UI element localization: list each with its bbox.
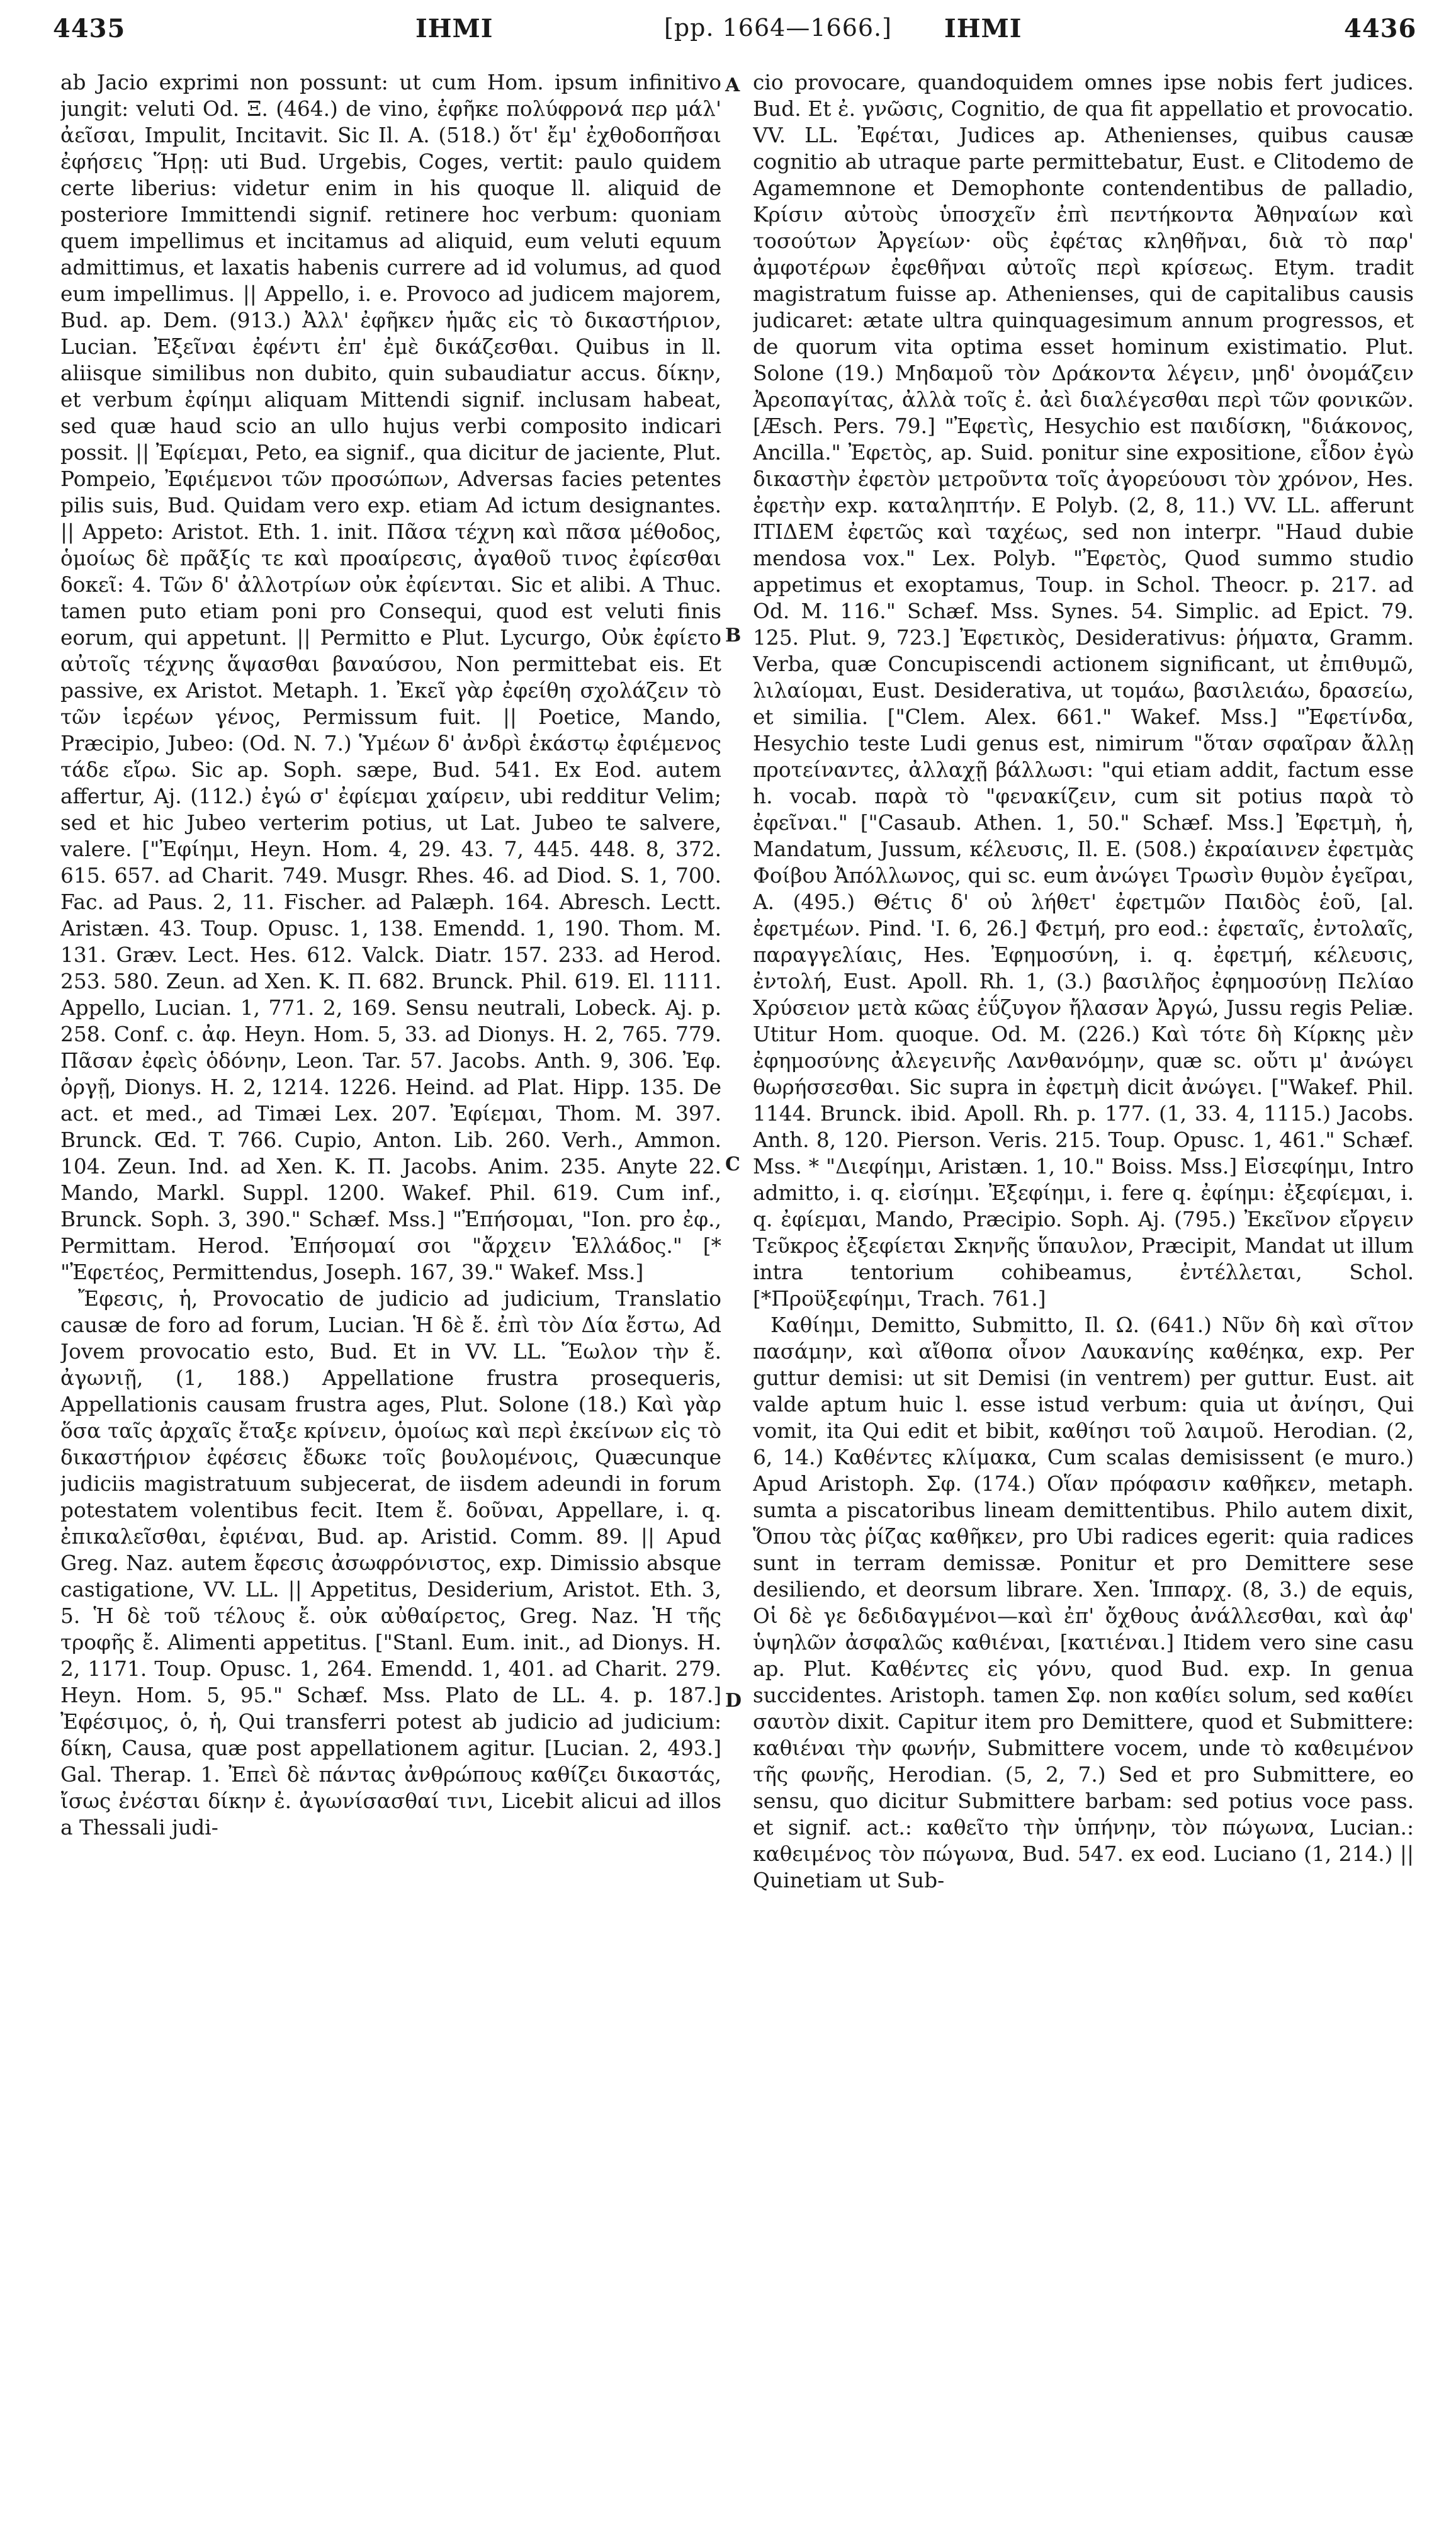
right-running-headword: ΙΗΜΙ (944, 14, 1022, 43)
left-column-paragraph: ab Jacio exprimi non possunt: ut cum Hom. ipsum infinitivo jungit: veluti Od. Ξ. (464.) de vino, ἐφῆκε πολύφρονά περ μάλ' ἀεῖσαι, Impulit, Incitavit. Sic Il. A. (518.) ὅτ' ἔμ' ἐχθοδοπῆσαι ἐφήσεις Ἥρῃ: uti Bud. Urgebis, Coges, vertit: paulo quidem certe liberius: videtur enim in his quoque ll. aliquid de posteriore Immittendi signif. retinere hoc verbum: quoniam quem impellimus et incitamus ad aliquid, eum veluti equum admittimus, et laxatis habenis currere ad id volumus, ad quod eum impellimus. || Appello, i. e. Provoco ad judicem majorem, Bud. ap. Dem. (913.) Ἀλλ' ἐφῆκεν ἡμᾶς εἰς τὸ δικαστήριον, Lucian. Ἐξεῖναι ἐφέντι ἐπ' ἐμὲ δικάζεσθαι. Quibus in ll. aliisque similibus non dubito, quin subaudiatur accus. δίκην, et verbum ἐφίημι aliquam Mittendi signif. inclusam habeat, sed quæ haud scio an ullo hujus verbi composito indicari possit. || Ἐφίεμαι, Peto, ea signif., qua dicitur de jaciente, Plut. Pompeio, Ἐφιέμενοι τῶν προσώπων, Adversas facies petentes pilis suis, Bud. Quidam vero exp. etiam Ad ictum designantes. || Appeto: Aristot. Eth. 1. init. Πᾶσα τέχνη καὶ πᾶσα μέθοδος, ὁμοίως δὲ πρᾶξίς τε καὶ προαίρεσις, ἀγαθοῦ τινος ἐφίεσθαι δοκεῖ: 4. Τῶν δ' ἀλλοτρίων οὐκ ἐφίενται. Sic et alibi. A Thuc. tamen puto etiam poni pro Consequi, quod est veluti finis eorum, qui appetunt. || Permitto e Plut. Lycurgo, Οὐκ ἐφίετο αὐτοῖς τέχνης ἅψασθαι βαναύσου, Non permittebat eis. Et passive, ex Aristot. Metaph. 1. Ἐκεῖ γὰρ ἐφείθη σχολάζειν τὸ τῶν ἱερέων γένος, Permissum fuit. || Poetice, Mando, Præcipio, Jubeo: (Od. N. 7.) Ὑμέων δ' ἀνδρὶ ἑκάστῳ ἐφιέμενος τάδε εἴρω. Sic ap. Soph. sæpe, Bud. 541. Ex Eod. autem affertur, Aj. (112.) ἐγώ σ' ἐφίεμαι χαίρειν, ubi redditur Velim; sed et hic Jubeo verterim potius, ut Lat. Jubeo te salvere, valere. ["Ἐφίημι, Heyn. Hom. 4, 29. 43. 7, 445. 448. 8, 372. 615. 657. ad Charit. 749. Musgr. Rhes. 46. ad Diod. S. 1, 700. Fac. ad Paus. 2, 11. Fischer. ad Palæph. 164. Abresch. Lectt. Aristæn. 43. Toup. Opusc. 1, 138. Emendd. 1, 190. Thom. M. 131. Græv. Lect. Hes. 612. Valck. Diatr. 157. 233. ad Herod. 253. 580. Zeun. ad Xen. K. Π. 682. Brunck. Phil. 619. El. 1111. Appello, Lucian. 1, 771. 2, 169. Sensu neutrali, Lobeck. Aj. p. 258. Conf. c. ἀφ. Heyn. Hom. 5, 33. ad Dionys. H. 2, 765. 779. Πᾶσαν ἐφεὶς ὁδόνην, Leon. Tar. 57. Jacobs. Anth. 9, 306. Ἐφ. ὀργῇ, Dionys. H. 2, 1214. 1226. Heind. ad Plat. Hipp. 135. De act. et med., ad Timæi Lex. 207. Ἐφίεμαι, Thom. M. 397. Brunck. Œd. T. 766. Cupio, Anton. Lib. 260. Verh., Ammon. 104. Zeun. Ind. ad Xen. K. Π. Jacobs. Anim. 235. Anyte 22. Mando, Markl. Suppl. 1200. Wakef. Phil. 619. Cum inf., Brunck. Soph. 3, 390." Schæf. Mss.] "Ἐπήσομαι, "Ion. pro ἐφ., Permittam. Herod. Ἐπήσομαί σοι "ἄρχειν Ἑλλάδος." [* "Ἐφετέος, Permittendus, Joseph. 167, 39." Wakef. Mss.] (60, 71, 721, 1284)
section-marker-b: B (725, 625, 742, 647)
left-page-number: 4435 (53, 14, 126, 43)
section-marker-d: D (725, 1690, 742, 1712)
page-range: [pp. 1664—1666.] (664, 14, 892, 42)
left-running-headword: ΙΗΜΙ (415, 14, 494, 43)
section-marker-c: C (725, 1153, 740, 1175)
page-header (0, 9, 1456, 59)
right-column (753, 69, 1414, 2524)
section-marker-a: A (725, 74, 740, 96)
left-column-paragraph: Ἔφεσις, ἡ, Provocatio de judicio ad judicium, Translatio causæ de foro ad forum, Lucian. Ἡ δὲ ἔ. ἐπὶ τὸν Δία ἔστω, Ad Jovem provocatio esto, Bud. Et in VV. LL. Ἕωλον τὴν ἔ. ἀγωνιῇ, (1, 188.) Appellatione frustra prosequeris, Appellationis causam frustra ages, Plut. Solone (18.) Καὶ γὰρ ὅσα ταῖς ἀρχαῖς ἔταξε κρίνειν, ὁμοίως καὶ περὶ ἐκείνων εἰς τὸ δικαστήριον ἐφέσεις ἔδωκε τοῖς βουλομένοις, Quæcunque judiciis magistratuum subjecerat, de iisdem adeundi in forum potestatem volentibus fecit. Item ἔ. δοῦναι, Appellare, i. q. ἐπικαλεῖσθαι, ἐφιέναι, Bud. ap. Aristid. Comm. 89. || Apud Greg. Naz. autem ἔφεσις ἀσωφρόνιστος, exp. Dimissio absque castigatione, VV. LL. || Appetitus, Desiderium, Aristot. Eth. 3, 5. Ἡ δὲ τοῦ τέλους ἔ. οὐκ αὐθαίρετος, Greg. Naz. Ἡ τῆς τροφῆς ἔ. Alimenti appetitus. ["Stanl. Eum. init., ad Dionys. H. 2, 1171. Toup. Opusc. 1, 264. Emendd. 1, 401. ad Charit. 279. Heyn. Hom. 5, 95." Schæf. Mss. Plato de LL. 4. p. 187.] Ἐφέσιμος, ὁ, ἡ, Qui transferri potest ab judicio ad judicium: δίκη, Causa, quæ post appellationem agitur. [Lucian. 2, 493.] Gal. Therap. 1. Ἐπεὶ δὲ πάντας ἀνθρώπους καθίζει δικαστάς, ἴσως ἐνέσται δίκην ἐ. ἀγωνίσασθαί τινι, Licebit alicui ad illos a Thessali judi- (60, 1287, 721, 1840)
right-column-paragraph: Καθίημι, Demitto, Submitto, Il. Ω. (641.) Νῦν δὴ καὶ σῖτον πασάμην, καὶ αἴθοπα οἶνον Λαυκανίης καθέηκα, exp. Per guttur demisi: ut sit Demisi (in ventrem) per guttur. Eust. ait valde aptum huic l. esse istud verbum: quia ut ἀνίησι, Qui vomit, ita Qui edit et bibit, καθίησι τοῦ λαιμοῦ. Herodian. (2, 6, 14.) Καθέντες κλίμακα, Cum scalas demisissent (e muro.) Apud Aristoph. Σφ. (174.) Οἵαν πρόφασιν καθῆκεν, metaph. sumta a piscatoribus lineam demittentibus. Philo autem dixit, Ὅπου τὰς ῥίζας καθῆκεν, pro Ubi radices egerit: quia radices sunt in terram demissæ. Ponitur et pro Demittere sese desiliendo, et deorsum librare. Xen. Ἱππαρχ. (8, 3.) de equis, Οἱ δὲ γε δεδιδαγμένοι—καὶ ἐπ' ὄχθους ἀνάλλεσθαι, καὶ ἀφ' ὑψηλῶν ἀσφαλῶς καθιέναι, [κατιέναι.] Itidem vero sine casu ap. Plut. Καθέντες εἰς γόνυ, quod Bud. exp. In genua succidentes. Aristoph. tamen Σφ. non καθίει solum, sed καθίει σαυτὸν dixit. Capitur item pro Demittere, quod et Submittere: καθιέναι τὴν φωνήν, Submittere vocem, unde τὸ καθειμένον τῆς φωνῆς, Herodian. (5, 2, 7.) Sed et pro Submittere, eo sensu, quo dicitur Submittere barbam: sed potius voce pass. et signif. act.: καθεῖτο τὴν ὑπήνην, τὸν πώγωνα, Lucian.: καθειμένος τὸν πώγωνα, Bud. 547. ex eod. Luciano (1, 214.) || Quinetiam ut Sub- (753, 1313, 1414, 1892)
left-column (60, 69, 721, 2524)
right-column-paragraph: cio provocare, quandoquidem omnes ipse nobis fert judices. Bud. Et ἐ. γνῶσις, Cognitio, de qua fit appellatio et provocatio. VV. LL. Ἐφέται, Judices ap. Athenienses, quibus causæ cognitio ab utraque parte permittebatur, Eust. e Clitodemo de Agamemnone et Demophonte contendentibus de palladio, Κρίσιν αὐτοὺς ὑποσχεῖν ἐπὶ πεντήκοντα Ἀθηναίων καὶ τοσούτων Ἀργείων· οὓς ἐφέτας κληθῆναι, διὰ τὸ παρ' ἀμφοτέρων ἐφεθῆναι αὐτοῖς περὶ κρίσεως. Etym. tradit magistratum fuisse ap. Athenienses, qui de capitalibus causis judicaret: ætate ultra quinquagesimum annum progressos, et de quorum vita optima esset hominum existimatio. Plut. Solone (19.) Μηδαμοῦ τὸν Δράκοντα λέγειν, μηδ' ὀνομάζειν Ἀρεοπαγίτας, ἀλλὰ τοῖς ἐ. ἀεὶ διαλέγεσθαι περὶ τῶν φονικῶν. [Æsch. Pers. 79.] "Ἐφετὶς, Hesychio est παιδίσκη, "διάκονος, Ancilla." Ἐφετὸς, ap. Suid. ponitur sine expositione, εἶδον ἐγὼ δικαστὴν ἐφετὸν μετροῦντα τοῖς ἀγορεύουσι τὸν χρόνον, Hes. ἐφετὴν exp. καταληπτήν. E Polyb. (2, 8, 11.) VV. LL. afferunt ΙΤΙΔΕΜ ἐφετῶς καὶ ταχέως, sed non interpr. "Haud dubie mendosa vox." Lex. Polyb. "Ἐφετὸς, Quod summo studio appetimus et exoptamus, Toup. in Schol. Theocr. p. 217. ad Od. M. 116." Schæf. Mss. Synes. 54. Simplic. ad Epict. 79. 125. Plut. 9, 723.] Ἐφετικὸς, Desiderativus: ῥήματα, Gramm. Verba, quæ Concupiscendi actionem significant, ut ἐπιθυμῶ, λιλαίομαι, Eust. Desiderativa, ut τομάω, βασιλειάω, δρασείω, et similia. ["Clem. Alex. 661." Wakef. Mss.] "Ἐφετίνδα, Hesychio teste Ludi genus est, nimirum "ὅταν σφαῖραν ἄλλῃ προτείναντες, ἀλλαχῇ βάλλωσι: "qui etiam addit, factum esse h. vocab. παρὰ τὸ "φενακίζειν, cum sit potius παρὰ τὸ ἐφεῖναι." ["Casaub. Athen. 1, 50." Schæf. Mss.] Ἐφετμὴ, ἡ, Mandatum, Jussum, κέλευσις, Il. E. (508.) ἐκραίαινεν ἐφετμὰς Φοίβου Ἀπόλλωνος, qui sc. eum ἀνώγει Τρωσὶν θυμὸν ἐγεῖραι, A. (495.) Θέτις δ' οὐ λήθετ' ἐφετμῶν Παιδὸς ἑοῦ, [al. ἐφετμέων. Pind. 'I. 6, 26.] Φετμή, pro eod.: ἐφεταῖς, ἐντολαῖς, παραγγελίαις, Hes. Ἐφημοσύνη, i. q. ἐφετμή, κέλευσις, ἐντολή, Eust. Apoll. Rh. 1, (3.) βασιλῆος ἐφημοσύνῃ Πελίαο Χρύσειον μετὰ κῶας ἐΰζυγον ἤλασαν Ἀργώ, Jussu regis Peliæ. Utitur Hom. quoque. Od. M. (226.) Καὶ τότε δὴ Κίρκης μὲν ἐφημοσύνης ἀλεγεινῆς Λανθανόμην, quæ sc. οὔτι μ' ἀνώγει θωρήσσεσθαι. Sic supra in ἐφετμὴ dicit ἀνώγει. ["Wakef. Phil. 1144. Brunck. ibid. Apoll. Rh. p. 177. (1, 33. 4, 1115.) Jacobs. Anth. 8, 120. Pierson. Veris. 215. Toup. Opusc. 1, 461." Schæf. Mss. * "Διεφίημι, Aristæn. 1, 10." Boiss. Mss.] Εἰσεφίημι, Intro admitto, i. q. εἰσίημι. Ἐξεφίημι, i. fere q. ἐφίημι: ἐξεφίεμαι, i. q. ἐφίεμαι, Mando, Præcipio. Soph. Aj. (795.) Ἐκεῖνον εἴργειν Τεῦκρος ἐξεφίεται Σκηνῆς ὕπαυλον, Præcipit, Mandat ut illum intra tentorium cohibeamus, ἐντέλλεται, Schol. [*Προϋξεφίημι, Trach. 761.] (753, 71, 1414, 1311)
right-page-number: 4436 (1344, 14, 1417, 43)
